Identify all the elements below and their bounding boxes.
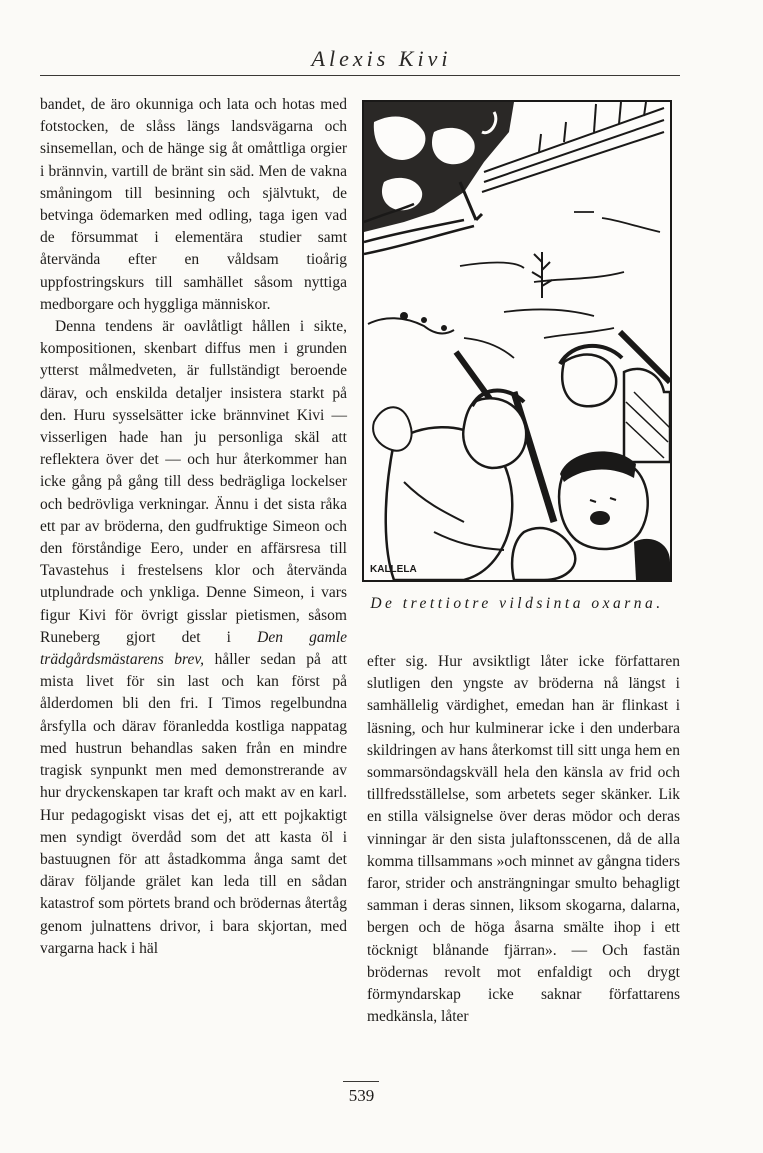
artist-signature: KALLELA xyxy=(370,564,417,575)
snow-horizon xyxy=(460,212,660,358)
sapling xyxy=(532,252,552,298)
brothers-group xyxy=(373,332,670,580)
paragraph-text: håller sedan på att mista livet för sin last och kan först på ålderdomen bli den fri. I Timos regelbundna årsfylla och därav föranledda kostliga nappatag med hustrun behandlas saken från en mindre tragisk synpunkt men med demonstrerande av hur dryckenskapen tar kraft och makt av en karl. Hur pedagogiskt visas det ej, att ett pojkaktigt men syndigt överdåd som det att kasta öl i bastuugnen för att åstadkomma ånga samt det därav följande grälet kan leda till en sådan katastrof som pörtets brand och brödernas återtåg genom julnattens drivor, i bara skjortan, med vargarna hack i häl xyxy=(40,651,347,957)
paragraph-continued: bandet, de äro okunniga och lata och hotas med fotstocken, de slåss längs landsvägarna och sinsemellan, och de hänge sig åt omåttliga orgier i brännvin, vartill de bränt sin säd. Men de vakna småningom till besinning och självtukt, de betvinga ödemarken med odling, taga igen vad de försummat i elementära studier samt återvända efter en våldsam tioårig uppfostringskurs till samhället såsom nyttiga medborgare och hyggliga människor. xyxy=(40,96,347,313)
page-number: 539 xyxy=(348,1086,375,1105)
paragraph-continued-right: efter sig. Hur avsiktligt låter icke författaren slutligen den yngste av bröderna nå längst i samhällelig värdighet, emedan han är flinkast i läsning, och hur kulminerar icke i den underbara skildringen av hans återkomst till sitt unga hem en sommarsöndagskväll hela den känsla av frid och tillfredsställelse, som arbetets seger skänker. Lik en stilla välsignelse över deras mödor och deras vinningar är den sista julaftonsscenen, då de alla komma tillsammans »och minnet av gångna tiders faror, strider och ansträngningar smulto behagligt samman i deras sinnen, liksom skogarna, dalarna, bergen och de höga åsarna smälte ihop i ett töcknigt blånande fjärran». — Och fastän brödernas revolt mot enfaldigt och drygt förmyndarskap icke saknar författarens medkänsla, låter xyxy=(367,653,680,1026)
left-column xyxy=(40,94,347,960)
illustration-drawing xyxy=(364,102,670,580)
paragraph-tendency xyxy=(40,316,347,960)
illustration-oxen-chase xyxy=(362,100,672,582)
footer-divider xyxy=(343,1081,379,1082)
running-title: Alexis Kivi xyxy=(311,46,452,71)
illustration-caption: De trettiotre vildsinta oxarna. xyxy=(370,595,664,612)
book-title: Den gamle trädgårdsmästarens brev, xyxy=(40,628,348,669)
paragraph-text: Denna tendens är oavlåtligt hållen i sikte, kompositionen, skenbart diffus men i grunden ytterst målmedveten, är fullständigt beroende därav, och enskilda detaljer insistera starkt på den. Huru sysselsätter icke brännvinet Kivi — visserligen hade han ju personliga skäl att reflektera över det — och hur återkommer han icke gång på gång till dess bedrägliga lockelser och bedrövliga verkningar. Ännu i det sista råka ett par av bröderna, den gudfruktige Simeon och den förståndige Eero, under en affärsresa till Tavastehus i frestelsens klor och återvända utplundrade och ynkliga. Denne Simeon, i vars figur Kivi för övrigt gisslar pietismen, såsom Runeberg gjort det i xyxy=(40,318,347,646)
header-divider xyxy=(40,75,680,76)
right-column xyxy=(367,651,680,1028)
oxen-herd xyxy=(364,102,514,232)
shrub xyxy=(368,312,454,333)
